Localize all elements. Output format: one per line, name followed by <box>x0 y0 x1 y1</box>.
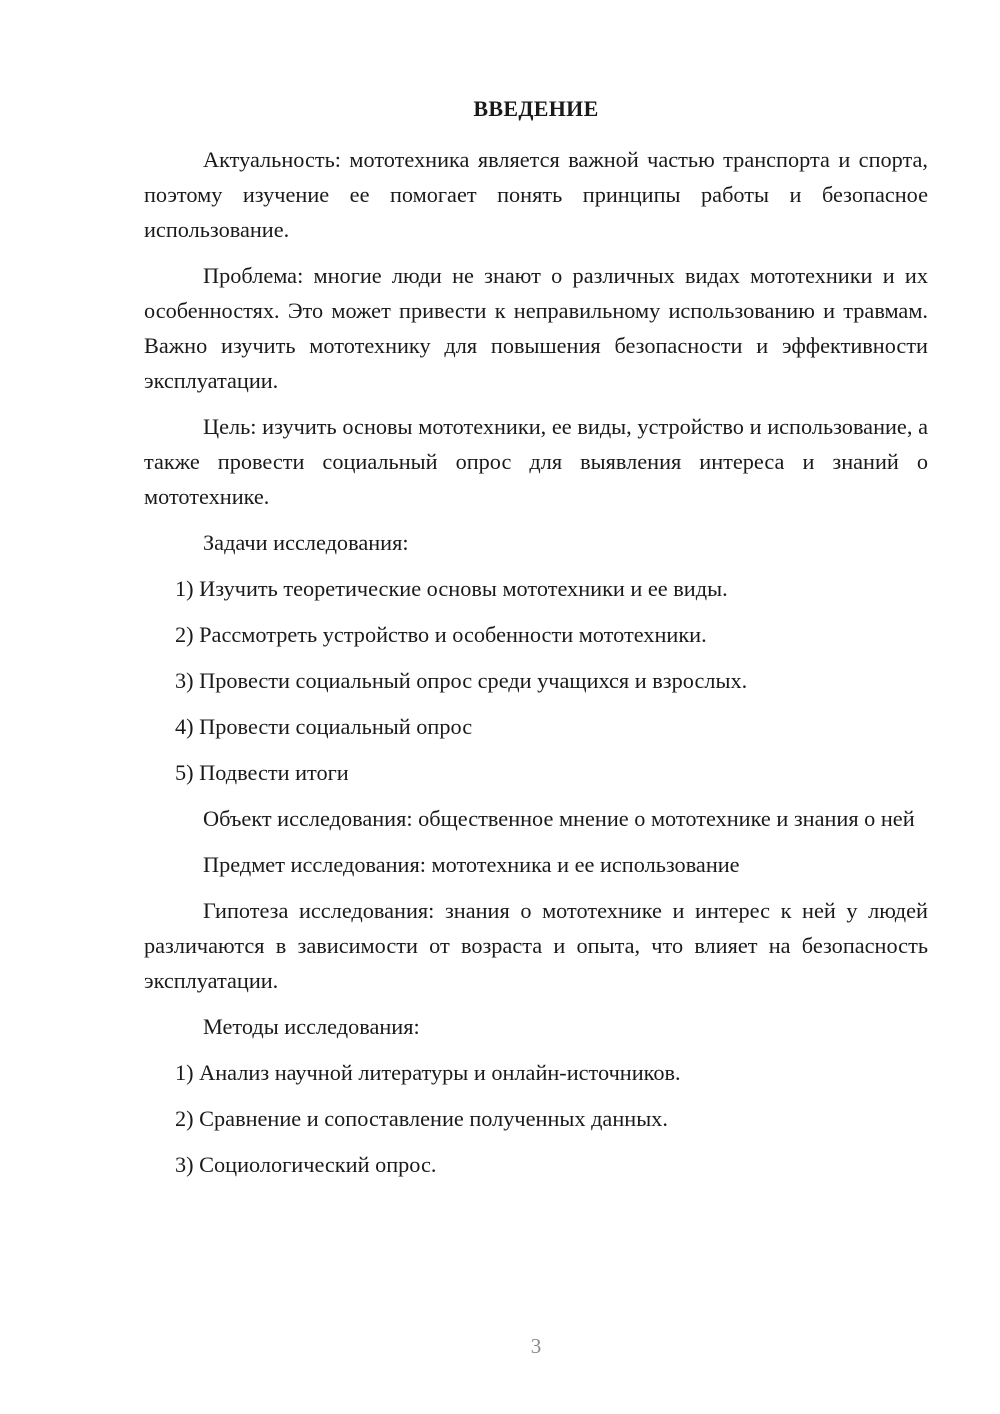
subject-paragraph: Предмет исследования: мототехника и ее использование <box>203 852 740 877</box>
task-item: 2) Рассмотреть устройство и особенности мототехники. <box>175 622 707 647</box>
task-item: 4) Провести социальный опрос <box>175 714 473 739</box>
object-paragraph: Объект исследования: общественное мнение о мототехнике и знания о ней <box>203 806 915 831</box>
goal-paragraph: Цель: изучить основы мототехники, ее виды, устройство и использование, а также провести социальный опрос для выявления интереса и знаний о мототехнике. <box>144 414 928 509</box>
section-title: ВВЕДЕНИЕ <box>473 96 599 121</box>
task-item: 5) Подвести итоги <box>175 760 349 785</box>
relevance-paragraph: Актуальность: мототехника является важной частью транспорта и спорта, поэтому изучение ее помогает понять принципы работы и безопасное использование. <box>144 147 928 242</box>
method-item: 2) Сравнение и сопоставление полученных данных. <box>175 1106 668 1131</box>
tasks-heading: Задачи исследования: <box>203 530 409 555</box>
problem-paragraph: Проблема: многие люди не знают о различных видах мототехники и их особенностях. Это может привести к неправильному использованию и травмам. Важно изучить мототехнику для повышения безопасности и эффективности эксплуатации. <box>144 263 928 393</box>
method-item: 3) Социологический опрос. <box>175 1152 437 1177</box>
method-item: 1) Анализ научной литературы и онлайн-источников. <box>175 1060 681 1085</box>
hypothesis-paragraph: Гипотеза исследования: знания о мототехнике и интерес к ней у людей различаются в зависимости от возраста и опыта, что влияет на безопасность эксплуатации. <box>144 898 928 993</box>
page-number: 3 <box>530 1334 542 1358</box>
document-body <box>144 142 928 1193</box>
task-item: 3) Провести социальный опрос среди учащихся и взрослых. <box>175 668 748 693</box>
methods-heading: Методы исследования: <box>203 1014 420 1039</box>
task-item: 1) Изучить теоретические основы мототехники и ее виды. <box>175 576 728 601</box>
